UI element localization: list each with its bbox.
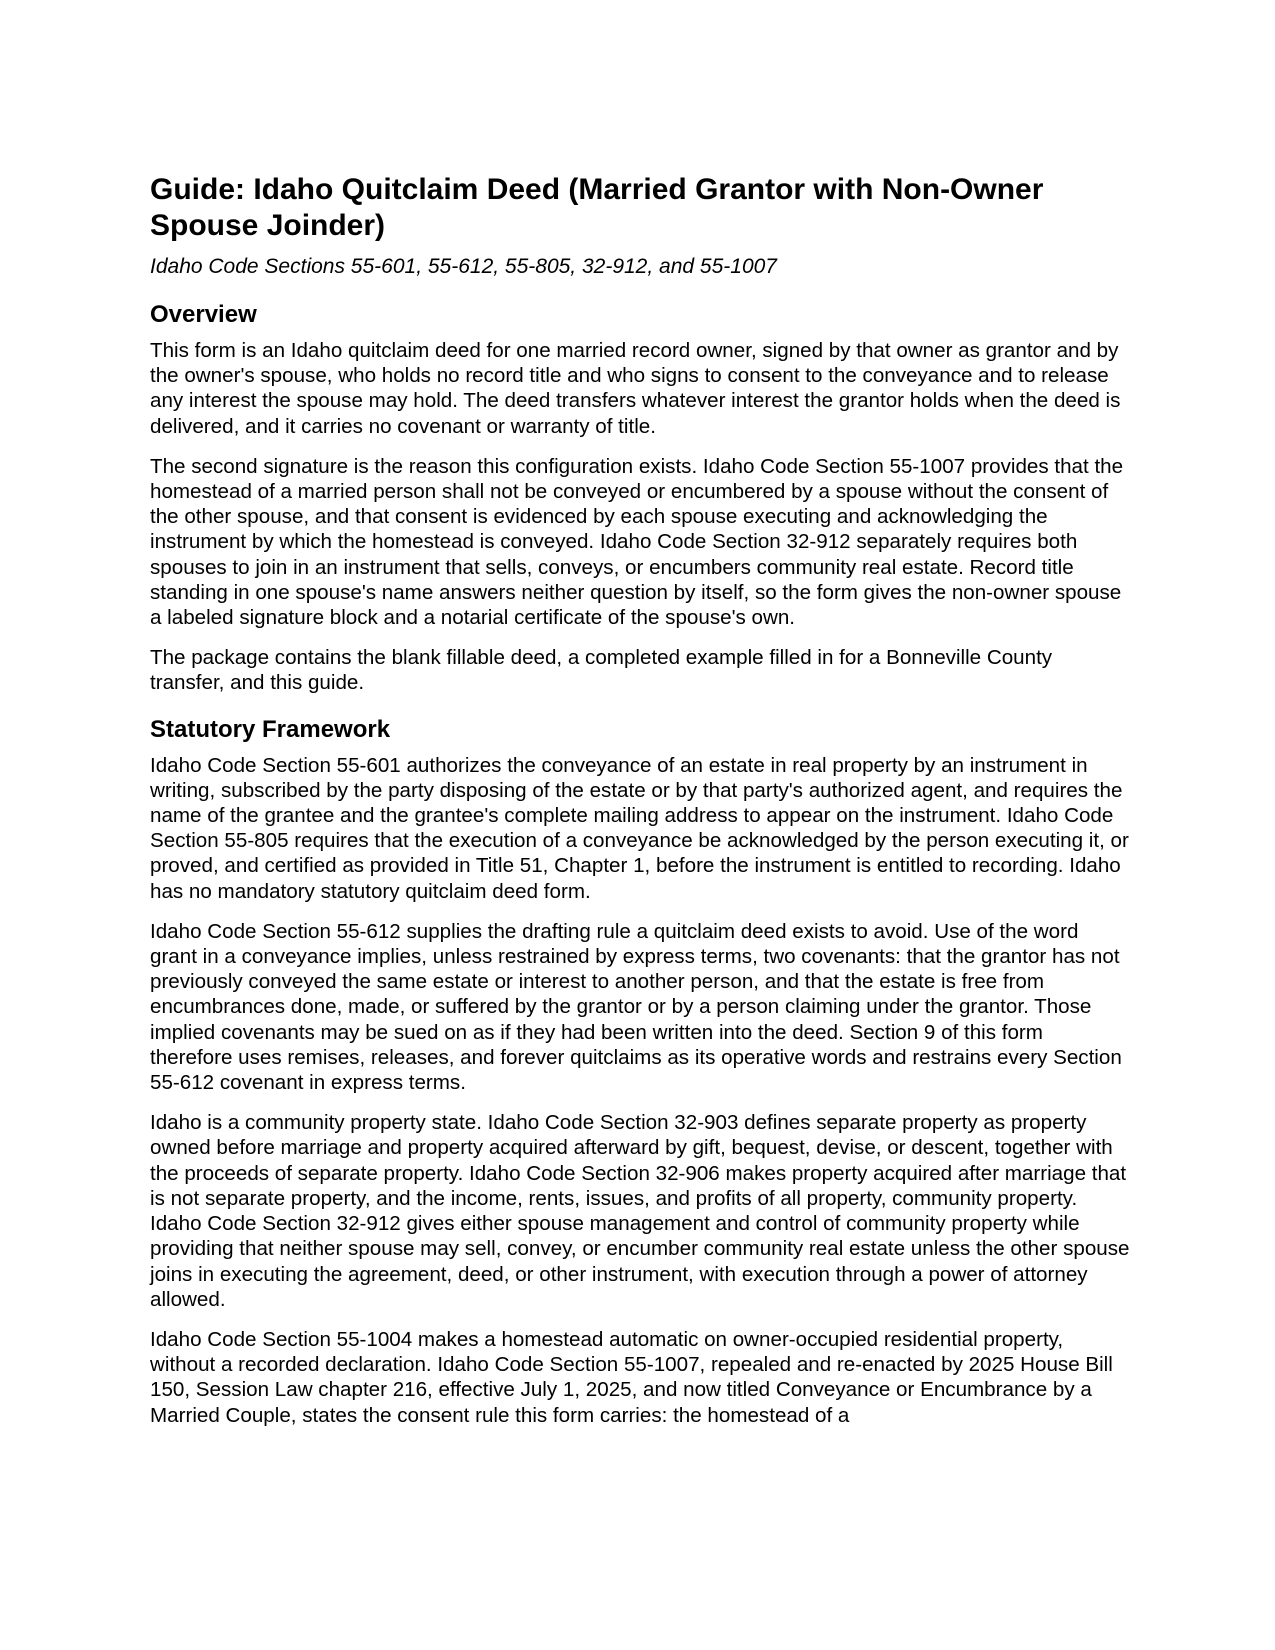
- document-page: [150, 172, 1130, 1443]
- framework-paragraph-4: Idaho Code Section 55-1004 makes a homestead automatic on owner-occupied residential property, without a recorded declaration. Idaho Code Section 55-1007, repealed and re-enacted by 2025 House Bill 150, Session Law chapter 216, effective July 1, 2025, and now titled Conveyance or Encumbrance by a Married Couple, states the consent rule this form carries: the homestead of a: [150, 1327, 1113, 1427]
- section-statutory-framework: [150, 716, 1130, 1428]
- section-heading-statutory-framework: Statutory Framework: [150, 715, 391, 743]
- section-heading-overview: Overview: [150, 301, 257, 328]
- section-overview: [150, 301, 1130, 696]
- overview-paragraph-3: The package contains the blank fillable deed, a completed example filled in for a Bonneville County transfer, and this guide.: [150, 646, 1053, 695]
- overview-paragraph-1: This form is an Idaho quitclaim deed for one married record owner, signed by that owner as grantor and by the owner's spouse, who holds no record title and who signs to consent to the conveyance and to release any interest the spouse may hold. The deed transfers whatever interest the grantor holds when the deed is delivered, and it carries no covenant or warranty of title.: [150, 339, 1121, 438]
- document-title: Guide: Idaho Quitclaim Deed (Married Grantor with Non-Owner Spouse Joinder): [150, 173, 1044, 242]
- overview-paragraph-2: The second signature is the reason this configuration exists. Idaho Code Section 55-1007 provides that the homestead of a married person shall not be conveyed or encumbered by a spouse without the consent of the other spouse, and that consent is evidenced by each spouse executing and acknowledging the instrument by which the homestead is conveyed. Idaho Code Section 32-912 separately requires both spouses to join in an instrument that sells, conveys, or encumbers community real estate. Record title standing in one spouse's name answers neither question by itself, so the form gives the non-owner spouse a labeled signature block and a notarial certificate of the spouse's own.: [150, 454, 1124, 630]
- framework-paragraph-2: Idaho Code Section 55-612 supplies the drafting rule a quitclaim deed exists to avoid. Use of the word grant in a conveyance implies, unless restrained by express terms, two covenants: that the grantor has not previously conveyed the same estate or interest to another person, and that the estate is free from encumbrances done, made, or suffered by the grantor or by a person claiming under the grantor. Those implied covenants may be sued on as if they had been written into the deed. Section 9 of this form therefore uses remises, releases, and forever quitclaims as its operative words and restrains every Section 55-612 covenant in express terms.: [150, 919, 1122, 1095]
- statute-citation-subtitle: Idaho Code Sections 55-601, 55-612, 55-805, 32-912, and 55-1007: [150, 255, 777, 278]
- framework-paragraph-3: Idaho is a community property state. Idaho Code Section 32-903 defines separate property as property owned before marriage and property acquired afterward by gift, bequest, devise, or descent, together with the proceeds of separate property. Idaho Code Section 32-906 makes property acquired after marriage that is not separate property, and the income, rents, issues, and profits of all property, community property. Idaho Code Section 32-912 gives either spouse management and control of community property while providing that neither spouse may sell, convey, or encumber community real estate unless the other spouse joins in executing the agreement, deed, or other instrument, with execution through a power of attorney allowed.: [150, 1111, 1130, 1311]
- framework-paragraph-1: Idaho Code Section 55-601 authorizes the conveyance of an estate in real property by an instrument in writing, subscribed by the party disposing of the estate or by that party's authorized agent, and requires the name of the grantee and the grantee's complete mailing address to appear on the instrument. Idaho Code Section 55-805 requires that the execution of a conveyance be acknowledged by the person executing it, or proved, and certified as provided in Title 51, Chapter 1, before the instrument is entitled to recording. Idaho has no mandatory statutory quitclaim deed form.: [150, 753, 1129, 903]
